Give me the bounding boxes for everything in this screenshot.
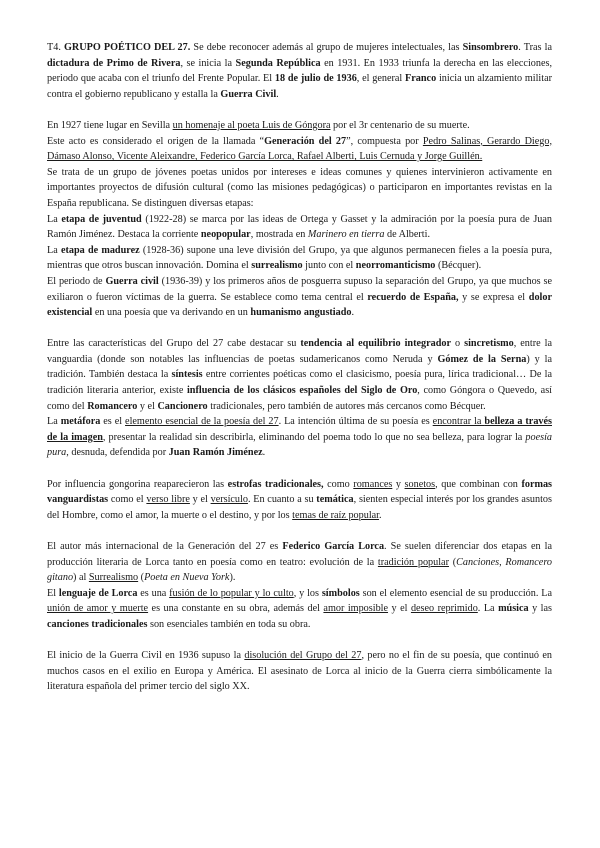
text-run: Surrealismo	[88, 572, 139, 584]
paragraph-gap	[47, 321, 552, 337]
lorca-paragraph-1	[47, 539, 552, 586]
text-run: . La intención última de su poesía es	[278, 416, 433, 428]
text-run: El	[47, 587, 59, 599]
lorca-paragraph-2	[47, 586, 552, 633]
text-run: , el general	[356, 73, 406, 85]
text-run: Se trata de un grupo de jóvenes poetas unidos por intereses e ideas comunes y quienes intervinieron activamente en importantes proyectos de difusión cultural (como las misiones pedagógicas) o participaron en importantes revistas en la España republicana. Se distinguen diversas etapas:	[47, 166, 552, 209]
text-run: en una poesía que va derivando en un	[92, 307, 251, 319]
text-run: es el	[100, 416, 126, 428]
text-run: disolución del Grupo del 27	[244, 650, 362, 662]
paragraph-gap	[47, 461, 552, 477]
text-run: , y los	[293, 587, 322, 599]
text-run: entre corrientes poéticas como el clasicismo, poesía pura, lírica tradicional… De la tradición literaria anterior, existe	[47, 369, 552, 397]
text-run: ) al	[73, 572, 89, 584]
text-run: formas vanguardistas	[47, 478, 553, 506]
text-run: , pero no el fin de su poesía, que continuó en muchos casos en el exilio en Europa y América. El asesinato de Lorca al inicio de la Guerra cierra simbólicamente la literatura española del primer tercio del siglo XX.	[47, 650, 553, 693]
text-run: por el 3r centenario de su muerte.	[330, 119, 470, 131]
text-run: dolor existencial	[47, 291, 552, 319]
text-run: (1928-36) supone una leve división del Grupo, ya que algunos permanecen fieles a la poesía pura, mientras que otros buscan innovación. Domina el	[47, 244, 553, 272]
text-run: etapa de juventud	[61, 213, 142, 225]
text-run: en 1931. En 1933 triunfa la derecha en las elecciones, periodo que acaba con el triunfo del Frente Popular. El	[47, 57, 553, 85]
text-run: dictadura de Primo de Rivera	[47, 57, 181, 69]
text-run: Poeta en Nueva York	[144, 572, 230, 584]
text-run: El inicio de la Guerra Civil en 1936 supuso la	[47, 650, 245, 662]
text-run: romances	[353, 478, 393, 490]
text-run: Este acto es considerado el origen de la llamada “	[47, 135, 265, 147]
text-run: lenguaje de Lorca	[58, 587, 138, 599]
text-run: y	[392, 478, 405, 490]
text-run: surrealismo	[251, 260, 303, 272]
text-run: (1922-28) se marca por las ideas de Ortega y Gasset y la admiración por la poesía pura de Juan Ramón Jiménez. Destaca la corriente	[47, 213, 552, 241]
text-run: Gómez de la Serna	[437, 353, 527, 365]
text-run: En 1927 tiene lugar en Sevilla	[47, 119, 173, 131]
text-run: , entre la vanguardia (donde son notables las influencias de poetas sudamericanos como Neruda y	[47, 338, 553, 365]
text-run: La	[47, 416, 61, 428]
text-run: humanismo angustiado	[250, 307, 352, 319]
stage-maturity-paragraph	[47, 243, 552, 274]
text-run: versículo	[210, 494, 248, 506]
text-run: sincretismo	[464, 338, 514, 350]
text-run: ”, compuesta por	[346, 135, 423, 147]
text-run: deseo reprimido	[410, 603, 478, 615]
text-run: símbolos	[321, 587, 360, 599]
features-paragraph-2	[47, 414, 552, 461]
text-run: Entre las características del Grupo del 27 cabe destacar su	[47, 338, 301, 350]
text-run: y el	[388, 603, 411, 615]
text-run: Federico García Lorca	[282, 541, 385, 552]
text-run: encontrar la	[432, 416, 485, 428]
text-run: . En cuanto a su	[247, 494, 317, 506]
context-paragraph-2	[47, 134, 552, 165]
text-run: neorromanticismo	[355, 260, 436, 272]
text-run: belleza a través de la imagen	[47, 416, 552, 443]
text-run: y se expresa el	[458, 291, 529, 303]
text-run: poesía pura	[47, 431, 552, 459]
stage-youth-paragraph	[47, 212, 552, 243]
paragraph-gap	[47, 633, 552, 649]
text-run: (	[138, 572, 145, 584]
text-run: y el	[137, 400, 158, 412]
text-run: Segunda República	[235, 57, 321, 69]
closing-paragraph	[47, 648, 552, 695]
intro-paragraph	[47, 40, 552, 102]
text-run: T4.	[47, 42, 64, 53]
text-run: y las	[528, 603, 553, 615]
text-run: . Tras la	[518, 42, 552, 53]
text-run: o	[451, 338, 465, 350]
text-run: .	[379, 509, 382, 521]
text-run: Canciones, Romancero gitano	[47, 556, 553, 584]
text-run: tradición popular	[377, 556, 449, 568]
text-run: 18 de julio de 1936	[274, 73, 357, 85]
text-run: y el	[189, 494, 211, 506]
text-run: El autor más internacional de la Generación del 27 es	[47, 541, 283, 552]
text-run: influencia de los clásicos españoles del Siglo de Oro	[186, 385, 418, 397]
stage-war-paragraph	[47, 274, 552, 321]
text-run: Sinsombrero	[462, 42, 519, 53]
text-run: .	[351, 307, 355, 319]
text-run: La	[47, 244, 61, 256]
text-run: junto con el	[302, 260, 356, 272]
text-run: síntesis	[171, 369, 203, 381]
forms-paragraph	[47, 477, 552, 524]
text-run: Por influencia gongorina reaparecieron las	[47, 478, 228, 490]
text-run: Franco	[405, 73, 437, 85]
text-run: Romancero	[87, 400, 138, 412]
text-run: . La	[477, 603, 499, 615]
text-run: Se debe reconocer además al grupo de mujeres intelectuales, las	[190, 42, 463, 53]
text-run: ) y la tradición. También destaca la	[47, 353, 552, 381]
text-run: Juan Ramón Jiménez	[168, 447, 263, 459]
text-run: neopopular	[200, 229, 251, 241]
context-paragraph-3	[47, 165, 552, 212]
text-run: (	[448, 556, 457, 568]
text-run: , presentar la realidad sin describirla, eliminando del poema todo lo que no sea belleza, para lograr la	[102, 431, 526, 443]
text-run: canciones tradicionales	[47, 618, 148, 630]
text-run: son esenciales también en toda su obra.	[147, 618, 311, 630]
text-run: amor imposible	[323, 603, 389, 615]
text-run: es una constante en su obra, además del	[148, 603, 324, 615]
text-run: GRUPO POÉTICO DEL 27.	[64, 42, 191, 53]
text-run: sonetos	[404, 478, 436, 490]
text-run: Guerra Civil	[220, 88, 277, 100]
text-run: Cancionero	[157, 400, 208, 412]
features-paragraph-1	[47, 336, 552, 414]
text-run: Generación del 27	[264, 135, 347, 147]
text-run: un homenaje al poeta Luis de Góngora	[172, 119, 331, 131]
text-run: metáfora	[60, 416, 101, 428]
text-run: .	[276, 88, 279, 100]
text-run: ).	[229, 572, 236, 584]
text-run: Guerra civil	[105, 275, 159, 287]
text-run: como	[323, 478, 354, 490]
text-run: . Se suelen diferenciar dos etapas en la producción literaria de Lorca tanto en poesía como en teatro: evolución de la	[47, 541, 553, 568]
context-paragraph-1	[47, 118, 552, 134]
text-run: inicia un alzamiento militar contra el gobierno republicano y estalla la	[47, 73, 552, 100]
text-run: temática	[316, 494, 354, 506]
text-run: , desnuda, defendida por	[66, 447, 169, 459]
text-run: (Bécquer).	[435, 260, 482, 272]
paragraph-gap	[47, 102, 552, 118]
text-run: de Alberti.	[384, 229, 431, 241]
text-run: tradicionales, pero también de autores más cercanos como Bécquer.	[207, 400, 486, 412]
text-run: El periodo de	[47, 275, 106, 287]
text-run: La	[47, 213, 62, 225]
text-run: .	[262, 447, 266, 459]
text-run: (1936-39) y los primeros años de posguerra supuso la separación del Grupo, ya que muchos se exiliaron o fueron víctimas de la guerra. Se establece como tema central el	[47, 275, 552, 303]
text-run: tendencia al equilibrio integrador	[300, 338, 452, 350]
text-run: son el elemento esencial de su producción. La	[359, 587, 552, 599]
text-run: , mostrada en	[250, 229, 308, 241]
text-run: etapa de madurez	[60, 244, 140, 256]
text-run: estrofas tradicionales,	[227, 478, 324, 490]
text-run: como el	[108, 494, 147, 506]
text-run: elemento esencial de la poesía del 27	[125, 416, 279, 428]
paragraph-gap	[47, 523, 552, 539]
text-run: , sienten especial interés por los grandes asuntos del Hombre, como el amor, la muerte o el destino, y por los	[47, 494, 552, 521]
text-run: verso libre	[146, 494, 190, 506]
text-run: Pedro Salinas, Gerardo Diego, Dámaso Alonso, Vicente Aleixandre, Federico García Lorca, Rafael Alberti, Luis Cernuda y Jorge Guillén.	[47, 135, 553, 163]
text-run: Marinero en tierra	[307, 229, 385, 241]
text-run: música	[498, 603, 529, 615]
text-run: es una	[137, 587, 170, 599]
text-run: recuerdo de España,	[367, 291, 459, 303]
text-run: unión de amor y muerte	[47, 603, 149, 615]
text-run: fusión de lo popular y lo culto	[169, 587, 294, 599]
text-run: temas de raíz popular	[292, 509, 380, 521]
text-run: , que combinan con	[435, 478, 522, 490]
text-run: , se inicia la	[180, 57, 236, 69]
text-run: , como Góngora o Quevedo, así como del	[47, 385, 552, 412]
